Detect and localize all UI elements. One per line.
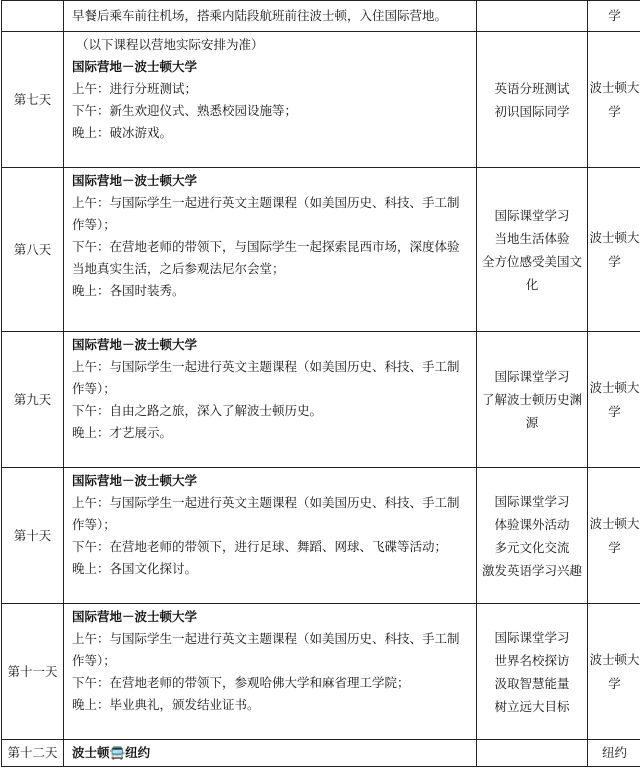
- content-line: 上午：进行分班测试；: [72, 81, 198, 96]
- hotel-cell: 波士顿大学: [588, 604, 640, 740]
- content-line: 晚上：各国文化探讨。: [72, 561, 198, 576]
- content-line: 上午：与国际学生一起进行英文主题课程（如美国历史、科技、手工制作等）；: [72, 631, 460, 668]
- feature-item: 国际课堂学习: [494, 493, 570, 509]
- hotel-cell: 学: [588, 1, 640, 32]
- content-line: 上午：与国际学生一起进行英文主题课程（如美国历史、科技、手工制作等）；: [72, 195, 460, 232]
- schedule-note: （以下课程以营地实际安排为准）: [76, 37, 264, 52]
- feature-cell: [477, 1, 588, 32]
- itinerary-row-day7: [2, 32, 640, 168]
- content-cell: [64, 468, 477, 604]
- feature-item: 树立远大目标: [494, 698, 570, 714]
- content-line: 下午：在营地老师的带领下，参观哈佛大学和麻省理工学院；: [72, 675, 410, 690]
- hotel-cell: 波士顿大学: [588, 168, 640, 332]
- content-line: 下午：新生欢迎仪式、熟悉校园设施等；: [72, 103, 298, 118]
- feature-item: 英语分班测试: [494, 80, 570, 96]
- feature-cell: [477, 740, 588, 767]
- feature-item: 当地生活体验: [494, 230, 570, 246]
- location-title: 国际营地－波士顿大学: [72, 473, 198, 488]
- location-title: 波士顿🚍纽约: [72, 745, 151, 760]
- content-line: 晚上：毕业典礼，颁发结业证书。: [72, 697, 260, 712]
- content-cell: [64, 1, 477, 32]
- hotel-cell: 波士顿大学: [588, 32, 640, 168]
- day-cell: [2, 1, 64, 32]
- content-cell: [64, 168, 477, 332]
- day-cell: 第九天: [2, 332, 64, 468]
- content-line: 早餐后乘车前往机场，搭乘内陆段航班前往波士顿，入住国际营地。: [72, 8, 448, 23]
- content-line: 上午：与国际学生一起进行英文主题课程（如美国历史、科技、手工制作等）；: [72, 495, 460, 532]
- day-cell: 第七天: [2, 32, 64, 168]
- content-line: 下午：自由之路之旅，深入了解波士顿历史。: [72, 403, 323, 418]
- day-cell: 第十天: [2, 468, 64, 604]
- location-title: 国际营地－波士顿大学: [72, 609, 198, 624]
- hotel-cell: 波士顿大学: [588, 468, 640, 604]
- itinerary-row-day10: [2, 468, 640, 604]
- itinerary-table: [1, 0, 640, 767]
- feature-cell: [477, 332, 588, 468]
- content-cell: [64, 332, 477, 468]
- feature-item: 国际课堂学习: [494, 369, 570, 384]
- feature-item: 国际课堂学习: [494, 207, 570, 223]
- content-line: 下午：在营地老师的带领下，进行足球、舞蹈、网球、飞碟等活动；: [72, 539, 448, 554]
- content-cell: [64, 740, 477, 767]
- itinerary-row-day12: [2, 740, 640, 767]
- feature-item: 世界名校探访: [494, 652, 570, 668]
- itinerary-row-day11: [2, 604, 640, 740]
- location-title: 国际营地－波士顿大学: [72, 337, 198, 352]
- location-title: 国际营地－波士顿大学: [72, 173, 198, 188]
- itinerary-row-day8: [2, 168, 640, 332]
- content-line: 晚上：才艺展示。: [72, 425, 173, 440]
- itinerary-row-day9: [2, 332, 640, 468]
- feature-item: 体验课外活动: [494, 516, 570, 532]
- content-line: 晚上：破冰游戏。: [72, 125, 173, 140]
- content-line: 晚上：各国时装秀。: [72, 283, 185, 298]
- location-title: 国际营地－波士顿大学: [72, 59, 198, 74]
- feature-item: 了解波士顿历史渊源: [481, 392, 582, 430]
- hotel-cell: 波士顿大学: [588, 332, 640, 468]
- day-cell: 第八天: [2, 168, 64, 332]
- feature-cell: [477, 468, 588, 604]
- content-line: 下午：在营地老师的带领下，与国际学生一起探索昆西市场，深度体验当地真实生活，之后参观法尼尔会堂；: [72, 239, 460, 276]
- content-cell: [64, 604, 477, 740]
- feature-cell: [477, 32, 588, 168]
- feature-item: 激发英语学习兴趣: [481, 562, 582, 578]
- day-cell: 第十一天: [2, 604, 64, 740]
- hotel-cell: 纽约: [588, 740, 640, 767]
- feature-cell: [477, 168, 588, 332]
- content-line: 上午：与国际学生一起进行英文主题课程（如美国历史、科技、手工制作等）；: [72, 359, 460, 396]
- feature-item: 汲取智慧能量: [494, 675, 570, 691]
- feature-item: 国际课堂学习: [494, 629, 570, 645]
- feature-item: 初识国际同学: [494, 103, 570, 119]
- feature-cell: [477, 604, 588, 740]
- itinerary-row-continued: [2, 1, 640, 32]
- feature-item: 全方位感受美国文化: [481, 253, 582, 292]
- day-cell: 第十二天: [2, 740, 64, 767]
- content-cell: [64, 32, 477, 168]
- feature-item: 多元文化交流: [494, 539, 570, 555]
